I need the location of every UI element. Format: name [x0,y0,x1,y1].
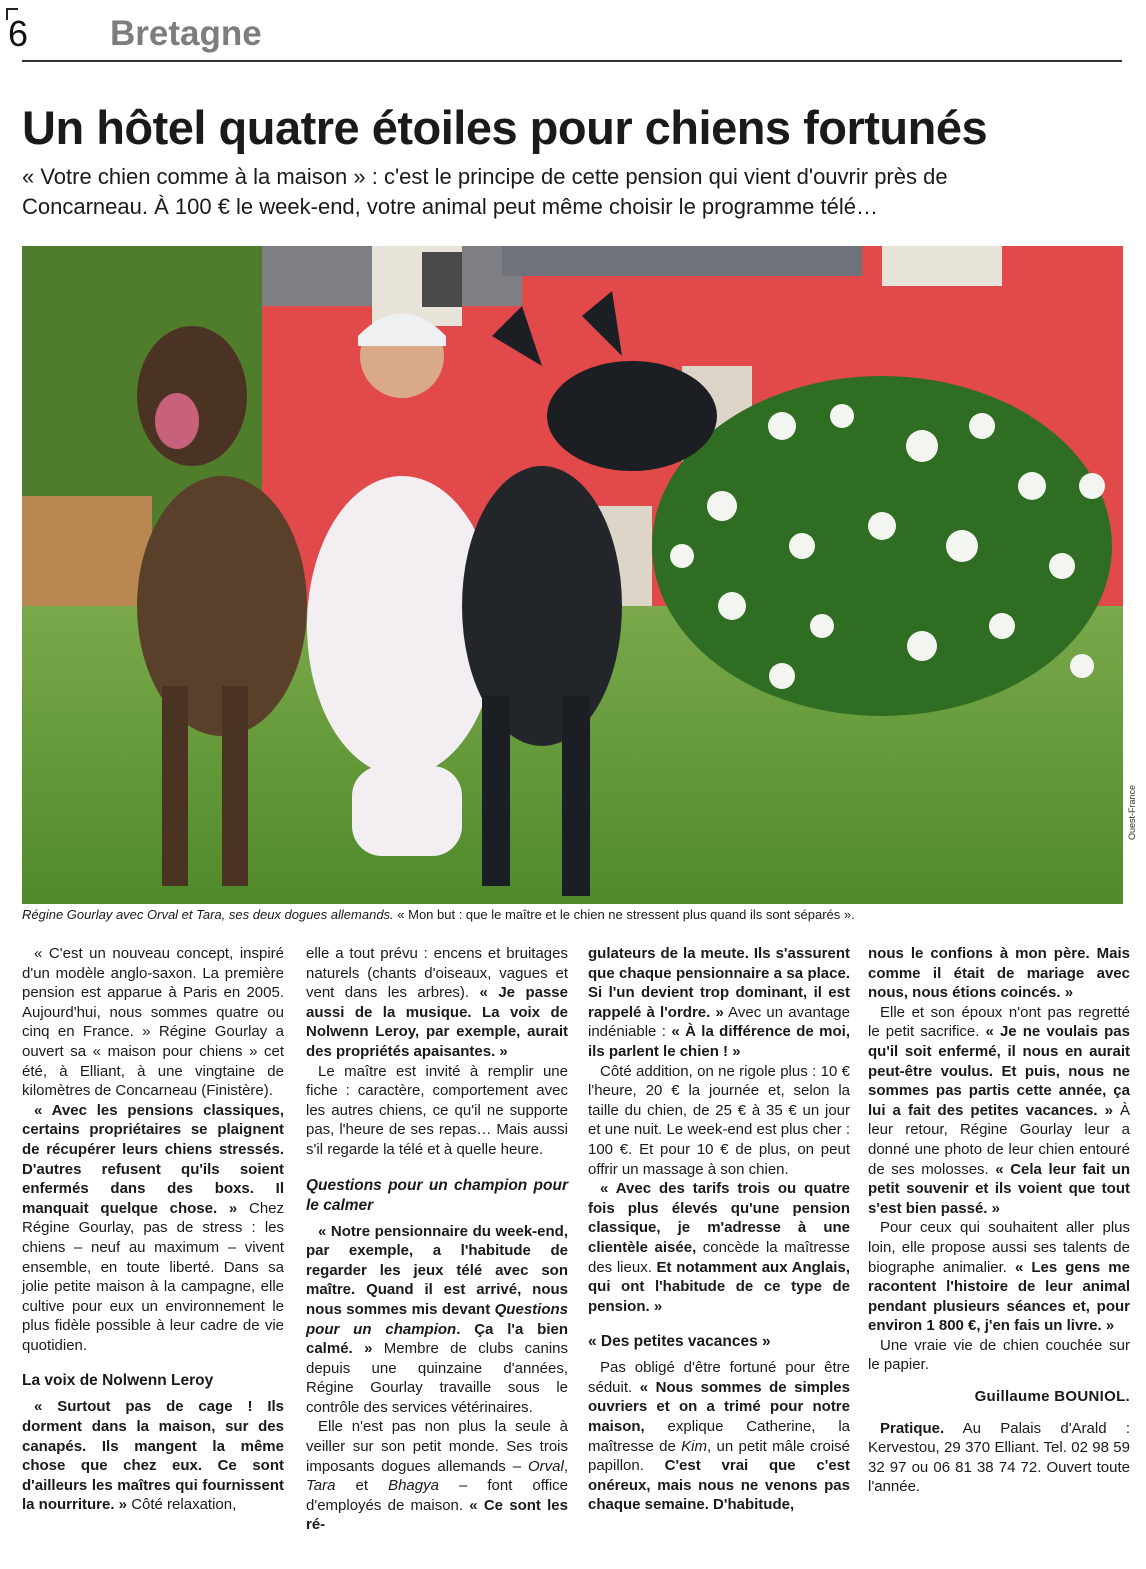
practical-info [868,1419,1130,1497]
col2-text-3: Membre de clubs canins depuis une quinzaine d'années, Régine Gourlay travaille sous le contrôle des services vétérinaires. [306,1340,568,1416]
photo-illustration [22,246,1123,904]
col3-text-3: concède la maîtresse des lieux. [588,1238,850,1276]
col4-quote-3: « Les gens me racontent l'histoire de leur animal pendant plusieurs séances et, pour environ 1 800 €, j'en fais un livre. » [868,1258,1130,1335]
dog-name-orval: Orval [527,1457,564,1475]
col2-text-4c: et [335,1477,389,1495]
col1-text: Chez Régine Gourlay, pas de stress : les chiens – neuf au maximum – vivent ensemble, en toute liberté. Dans sa jolie petite maison à la campagne, elle cultive pour eux un environnement le plus fidèle possible à leur cadre de vie quotidien. [22,1199,285,1354]
author-signature: Guillaume BOUNIOL. [974,1388,1130,1406]
col3-quote-3: « Avec des tarifs trois ou quatre fois plus élevés qu'une pension classique, je m'adresse à une clientèle aisée, [588,1180,850,1256]
article-column-2 [306,944,568,1535]
photo-caption [22,906,1132,924]
col3-subheading: « Des petites vacances » [588,1333,771,1351]
col4-quote-2b: « Cela leur fait un petit souvenir et ils voient que tout s'est bien passé. » [868,1160,1130,1217]
col4-paragraph-4: Une vraie vie de chien couchée sur le papier. [868,1336,1130,1374]
standfirst: « Votre chien comme à la maison » : c'est le principe de cette pension qui vient d'ouvrir près de Concarneau. À 100 € le week-end, votre animal peut même choisir le programme télé… [22,164,948,219]
col1-quote-2: « Surtout pas de cage ! Ils dorment dans la maison, sur des canapés. Ils mangent la même chose que chez eux. Ce sont d'ailleurs les maîtres qui fournissent la nourriture. » [22,1398,284,1514]
col4-quote-1: nous le confions à mon père. Mais comme il était de mariage avec nous, nous étions coincés. » [868,945,1130,1002]
col2-paragraph-3 [306,1222,568,1418]
col3-text-4a: Pas obligé d'être fortuné pour être séduit. [588,1359,850,1396]
col4-quote-2: « Je ne voulais pas qu'il soit enfermé, il nous en aurait peut-être voulus. Et puis, nous ne sommes pas partis cette année, ça lui a fait des petites vacances. » [868,1023,1130,1119]
col2-quote-4: « Ce sont les ré- [306,1496,568,1534]
col1-paragraph-3 [22,1397,284,1515]
col3-quote-1: gulateurs de la meute. Ils s'assurent que chaque pensionnaire a sa place. Si l'un devient trop dominant, il est rappelé à l'ordre. » [588,945,850,1021]
col4-paragraph-3 [868,1218,1130,1336]
practical-text: Au Palais d'Arald : Kervestou, 29 370 Elliant. Tel. 02 98 59 32 97 ou 06 81 38 74 72. Ouvert toute l'année. [868,1419,1130,1496]
col2-paragraph-4 [306,1417,568,1535]
col3-text-4c: , un petit mâle croisé papillon. [588,1437,850,1475]
col1-paragraph-2 [22,1101,284,1356]
col4-text-2a: Elle et son époux n'ont pas regretté le petit sacrifice. [868,1003,1130,1041]
col3-quote-4b: C'est vrai que c'est onéreux, mais nous ne venons pas chaque semaine. D'habitude, [588,1457,850,1514]
col4-text-2b: À leur retour, Régine Gourlay leur a donné une photo de leur chien entouré de ses molosses. [868,1101,1130,1178]
col3-paragraph-4 [588,1358,850,1515]
col3-quote-1b: « À la différence de moi, ils parlent le chien ! » [588,1023,850,1060]
col1-paragraph-1: « C'est un nouveau concept, inspiré d'un modèle anglo-saxon. La première pension est apparue à Paris en 2005. Aujourd'hui, nous sommes quatre ou cinq en France. » Régine Gourlay a ouvert sa « maison pour chiens » cet été, à Elliant, à une vingtaine de kilomètres de Concarneau (Finistère). [22,945,284,1100]
dog-name-kim: Kim [681,1437,708,1455]
col2-quote-2b: . Ça l'a bien calmé. » [306,1320,569,1358]
article-column-1 [22,944,284,1515]
dog-name-tara: Tara [306,1477,336,1495]
col2-subheading: Questions pour un champion pour le calmer [306,1176,568,1214]
col2-quote-1: « Je passe aussi de la musique. La voix de Nolwenn Leroy, par exemple, aurait des propriétés apaisantes. » [306,984,568,1060]
col3-paragraph-3 [588,1179,850,1316]
col3-paragraph-1 [588,944,850,1062]
col3-text-4b: explique Catherine, la maîtresse de [588,1418,850,1455]
col2-paragraph-2: Le maître est invité à remplir une fiche : caractère, comportement avec les autres chiens, ce qu'il ne supporte pas, l'heure de ses repas… Mais aussi s'il regarde la télé et à quelle heure. [306,1062,568,1158]
col1-quote: « Avec les pensions classiques, certains propriétaires se plaignent de récupérer leurs chiens stressés. D'autres refusent qu'ils soient enfermés dans des boxs. Il manquait quelque chose. » [22,1101,284,1217]
col2-quote-2-italic: Questions pour un champion [306,1300,568,1338]
article-photo [22,246,1123,904]
practical-label: Pratique. [880,1419,945,1437]
col3-text-1: Avec un avantage indéniable : [588,1003,850,1041]
col4-paragraph-2 [868,1003,1130,1219]
headline: Un hôtel quatre étoiles pour chiens fortunés [22,101,988,154]
dog-name-bhagya: Bhagya [388,1477,439,1495]
section-title: Bretagne [110,14,262,53]
wooden-fence [22,496,152,616]
col3-paragraph-2: Côté addition, on ne rigole plus : 10 € l'heure, 20 € la journée et, selon la taille du chien, de 25 € à 35 € un jour et une nuit. Le week-end est plus cher : 100 €. Et pour 10 € de plus, on peut offrir un massage à son chien. [588,1062,850,1178]
article-column-4 [868,944,1130,1497]
caption-quote: « Mon but : que le maître et le chien ne stressent plus quand ils sont séparés ». [393,907,855,922]
col2-text-4d: – font office d'employés de maison. [306,1477,568,1514]
caption-names: Régine Gourlay avec Orval et Tara, ses deux dogues allemands. [22,907,394,922]
article-column-3 [588,944,850,1515]
col3-quote-4: « Nous sommes de simples ouvriers et on a trimé pour notre maison, [588,1378,850,1436]
col1-subheading: La voix de Nolwenn Leroy [22,1372,214,1390]
photo-credit: Ouest-France [1127,784,1137,840]
col1-text-2: Côté relaxation, [127,1496,237,1514]
col2-text-1: elle a tout prévu : encens et bruitages naturels (chants d'oiseaux, vagues et vent dans les arbres). [306,945,568,1002]
col2-quote-2a: « Notre pensionnaire du week-end, par exemple, a l'habitude de regarder les jeux télé avec son maître. Quand il est arrivé, nous nous sommes mis devant [306,1222,568,1318]
header-rule [22,60,1122,62]
col2-paragraph-1 [306,944,568,1062]
col4-paragraph-1 [868,944,1130,1003]
col2-text-4a: Elle n'est pas non plus la seule à veiller sur son petit monde. Ses trois imposants dogues allemands – [306,1418,568,1475]
hydrangea-bush [652,376,1112,716]
col2-text-4b: , [563,1457,568,1475]
col4-text-3: Pour ceux qui souhaitent aller plus loin, elle propose aussi ses talents de biographe animalier. [868,1219,1130,1276]
col3-quote-3b: Et notamment aux Anglais, qui ont l'habitude de ce type de pension. » [588,1258,850,1315]
page-number: 6 [8,13,29,54]
